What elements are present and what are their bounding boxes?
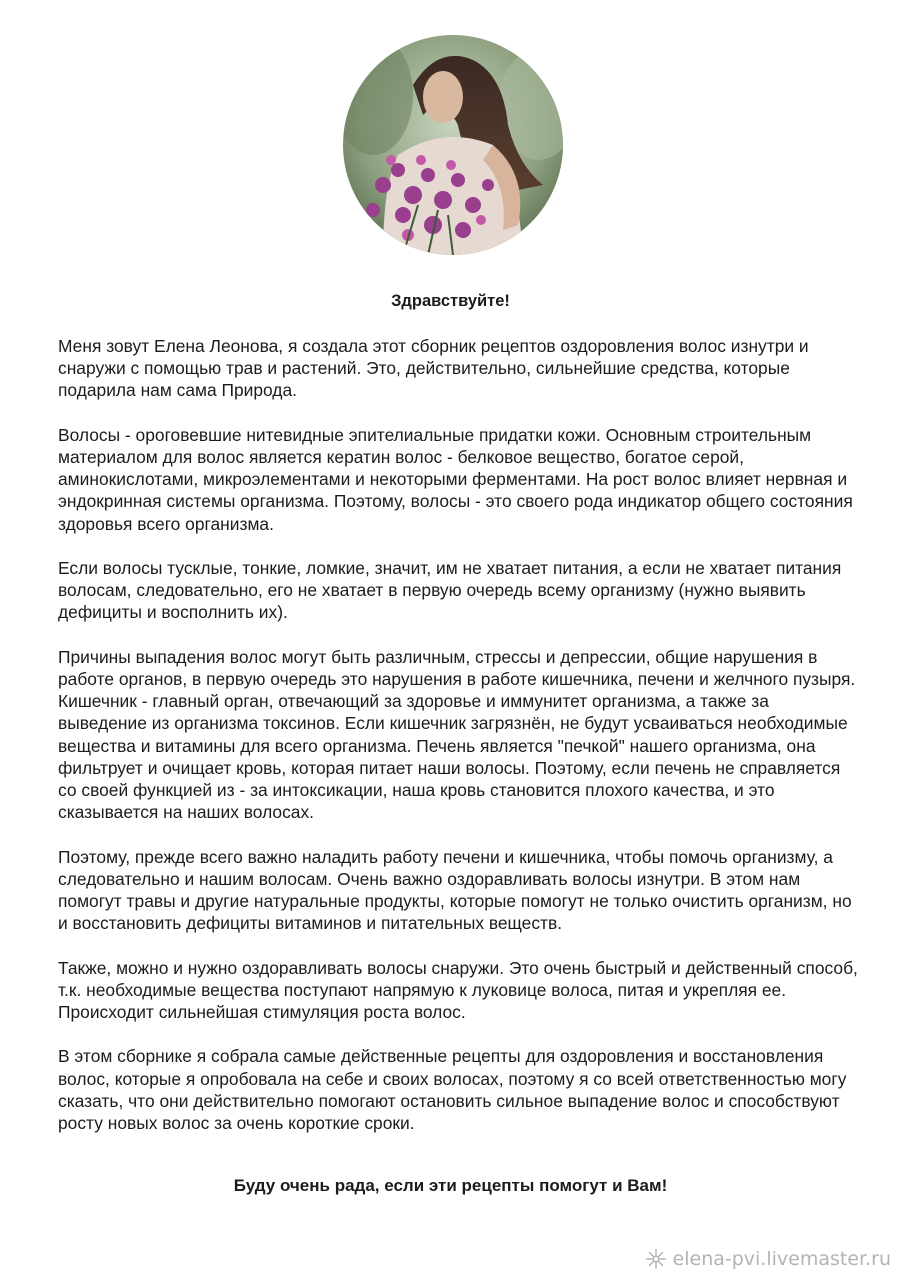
paragraph: В этом сборнике я собрала самые действенные рецепты для оздоровления и восстановления волос, которые я опробовала на себе и своих волосах, поэтому я со всей ответственностью могу сказать, что они действительно помогают остановить сильное выпадение волос и способствуют росту новых волос за очень короткие сроки. — [58, 1046, 847, 1134]
watermark-text: elena-pvi.livemaster.ru — [672, 1248, 891, 1270]
snowflake-logo-icon — [645, 1248, 667, 1270]
portrait-image — [343, 35, 563, 255]
paragraph: Если волосы тусклые, тонкие, ломкие, значит, им не хватает питания, а если не хватает питания волосам, следовательно, его не хватает в первую очередь всему организму (нужно выявить дефициты и восполнить их). — [58, 558, 842, 623]
paragraph: Причины выпадения волос могут быть различным, стрессы и депрессии, общие нарушения в работе органов, в первую очередь это нарушения в работе кишечника, печени и желчного пузыря. Кишечник - главный орган, отвечающий за здоровье и иммунитет организма, а также за выведение из организма токсинов. Если кишечник загрязнён, не будут усваиваться необходимые вещества и витамины для всего организма. Печень является "печкой" нашего организма, она фильтрует и очищает кровь, которая питает наши волосы. Поэтому, если печень не справляется со своей функцией из - за интоксикации, наша кровь становится плохого качества, и это сказывается на наших волосах. — [58, 646, 856, 823]
author-photo — [343, 35, 563, 255]
paragraph: Поэтому, прежде всего важно наладить работу печени и кишечника, чтобы помочь организму, а следовательно и нашим волосам. Очень важно оздоравливать волосы изнутри. В этом нам помогут травы и другие натуральные продукты, которые помогут не только очистить организм, но и восстановить дефициты витаминов и питательных веществ. — [58, 846, 852, 934]
watermark — [645, 1248, 891, 1270]
paragraph: Меня зовут Елена Леонова, я создала этот сборник рецептов оздоровления волос изнутри и снаружи с помощью трав и растений. Это, действительно, сильнейшие средства, которые подарила нам сама Природа. — [58, 336, 809, 401]
paragraph: Волосы - ороговевшие нитевидные эпителиальные придатки кожи. Основным строительным материалом для волос является кератин волос - белковое вещество, богатое серой, аминокислотами, микроэлементами и некоторыми ферментами. На рост волос влияет нервная и эндокринная системы организма. Поэтому, волосы - это своего рода индикатор общего состояния здоровья всего организма. — [58, 424, 853, 534]
closing-line: Буду очень рада, если эти рецепты помогут и Вам! — [233, 1176, 668, 1195]
intro-text — [58, 335, 858, 1156]
paragraph: Также, можно и нужно оздоравливать волосы снаружи. Это очень быстрый и действенный способ, т.к. необходимые вещества поступают напрямую к луковице волоса, питая и укрепляя ее. Происходит сильнейшая стимуляция роста волос. — [58, 957, 858, 1023]
greeting-heading: Здравствуйте! — [391, 292, 510, 310]
